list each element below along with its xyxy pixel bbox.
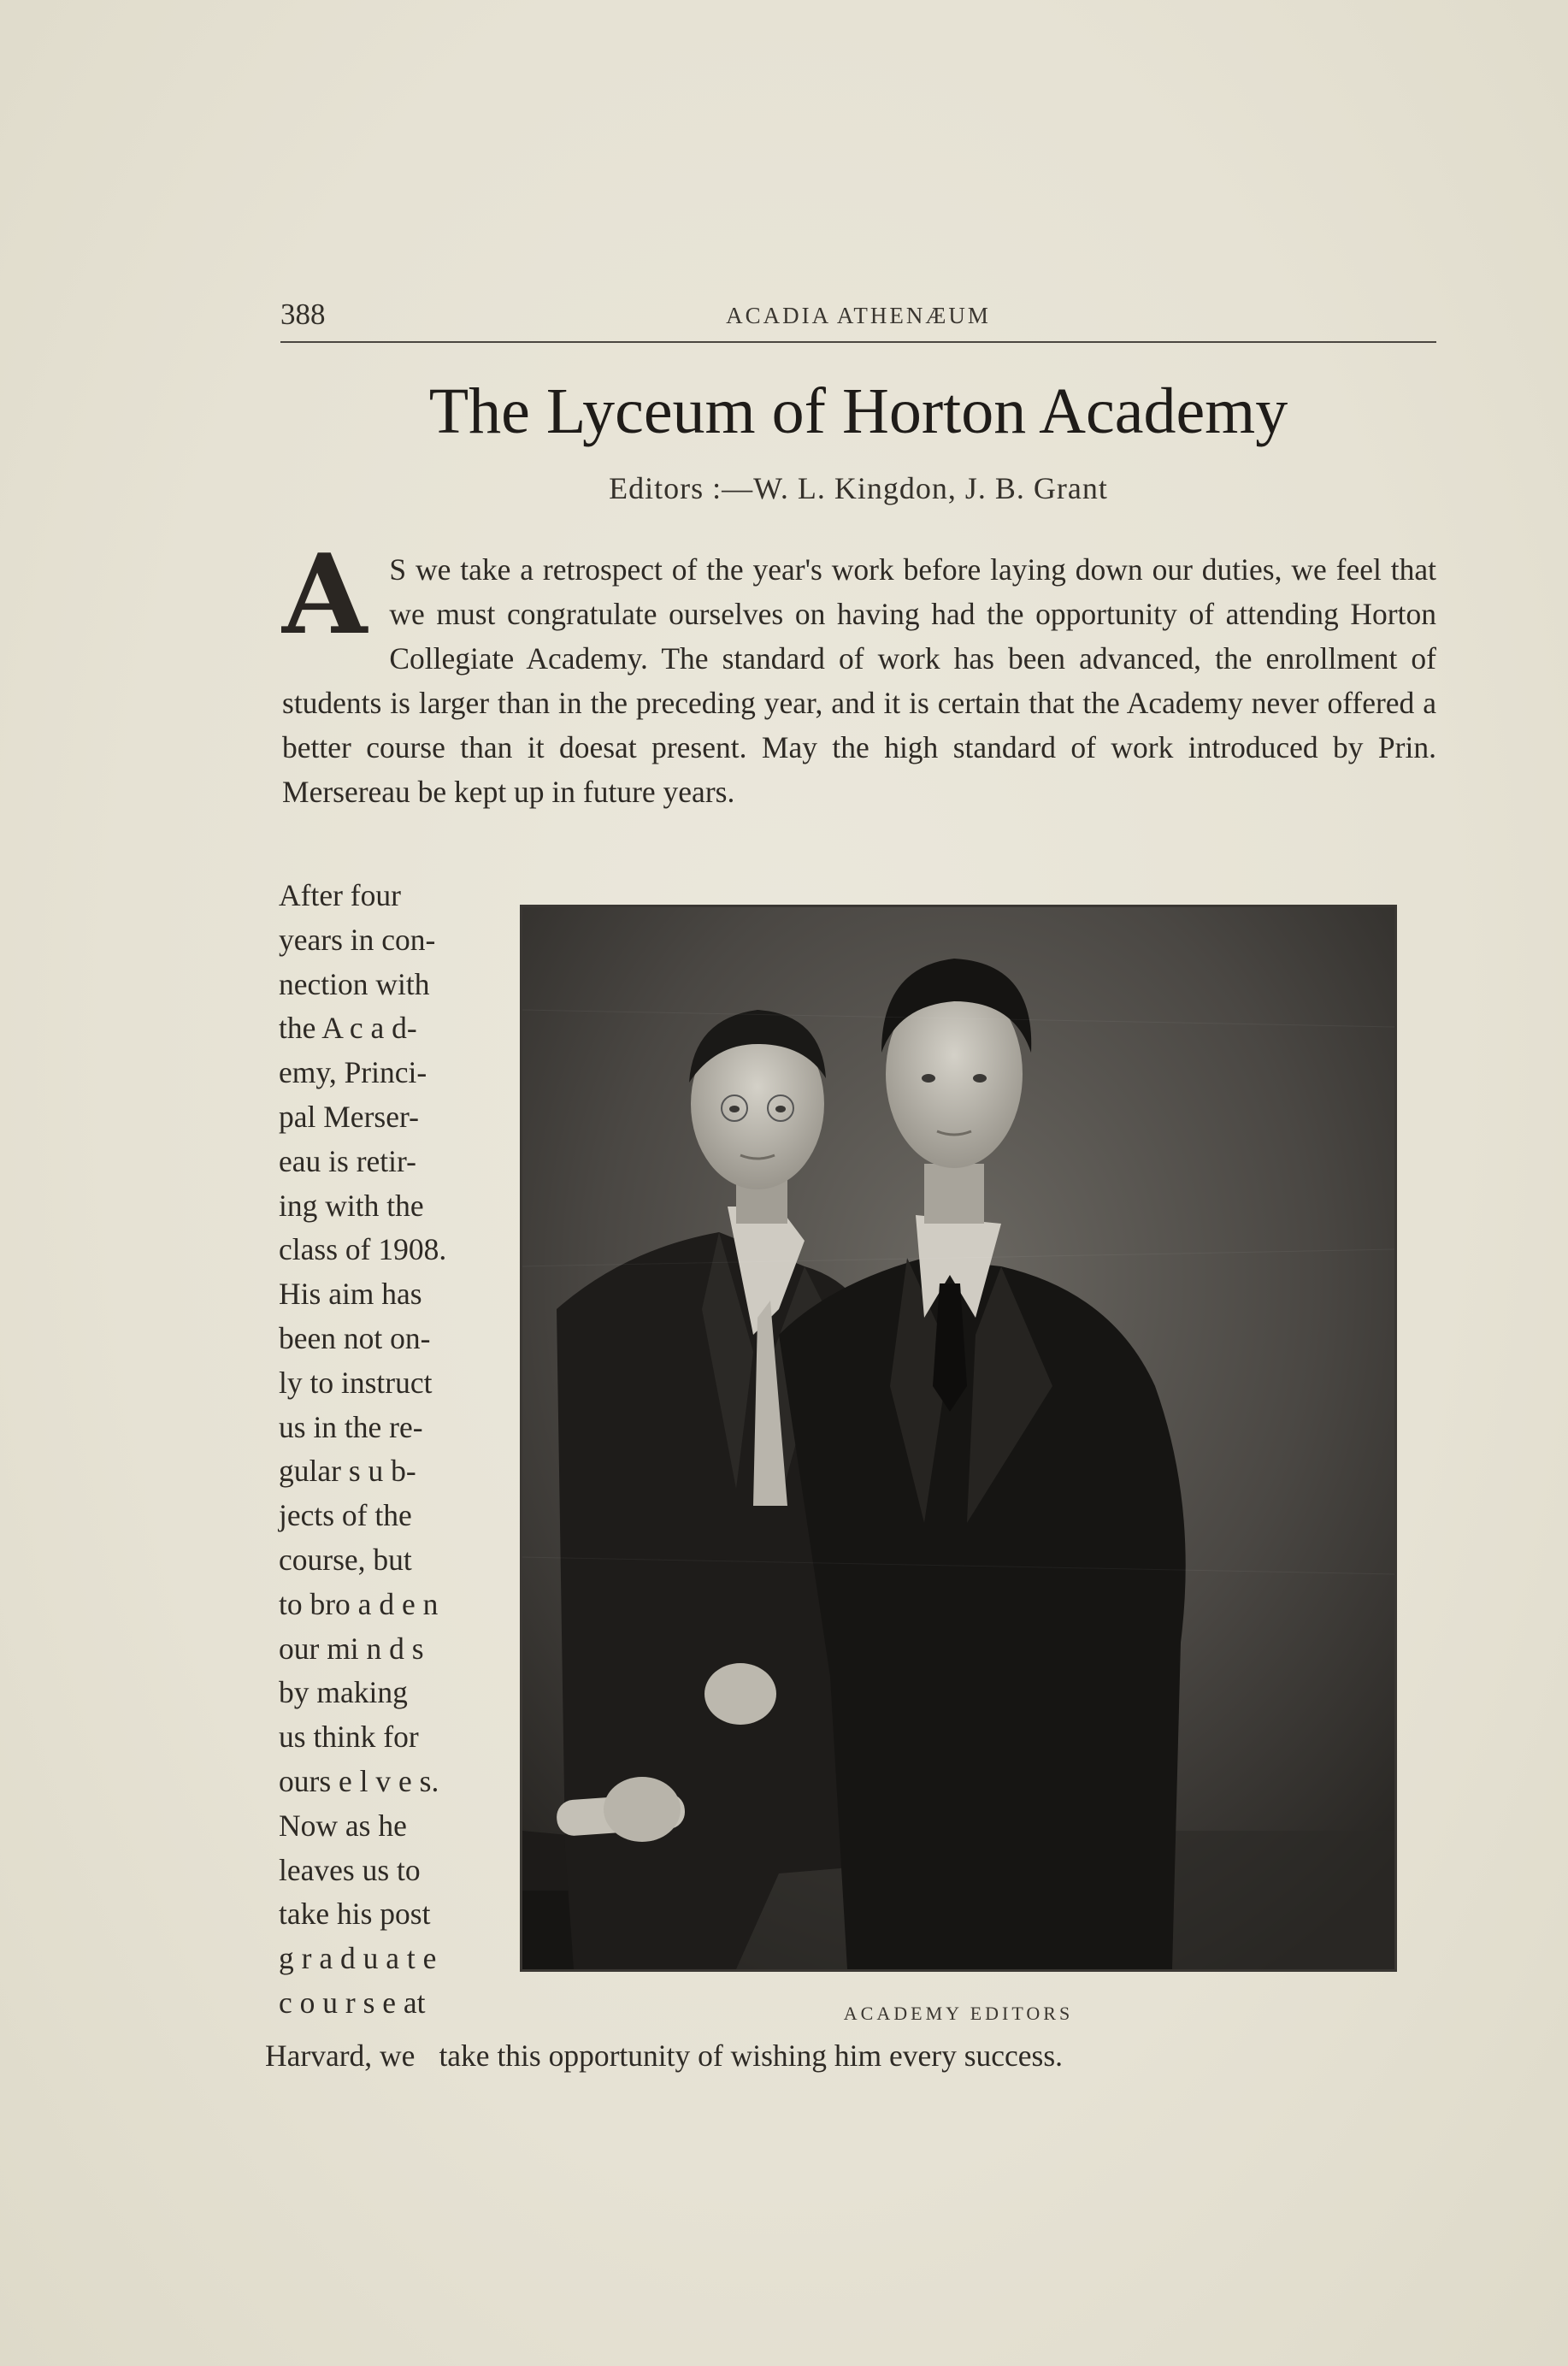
side-line: take his post (279, 1897, 431, 1932)
article-title: The Lyceum of Horton Academy (428, 375, 1288, 447)
journal-title: ACADIA ATHENÆUM (726, 303, 991, 328)
side-line: us in the re- (279, 1409, 423, 1444)
side-line: course, but (279, 1542, 412, 1577)
intro-paragraph (282, 531, 1436, 814)
side-line: g r a d u a t e (279, 1941, 437, 1976)
side-line: by making (279, 1675, 408, 1710)
drop-cap: A (282, 531, 368, 659)
side-line: been not on- (279, 1320, 431, 1355)
side-column-text (279, 874, 484, 2026)
side-line: the A c a d- (279, 1011, 417, 1046)
side-line: our mi n d s (279, 1631, 424, 1666)
side-line: to bro a d e n (279, 1586, 439, 1621)
side-line: emy, Princi- (279, 1055, 427, 1090)
photo-caption: ACADEMY EDITORS (843, 2003, 1074, 2024)
running-head (280, 292, 1436, 344)
side-line: c o u r s e at (279, 1985, 426, 2020)
editors-photograph (520, 905, 1397, 1972)
side-line: class of 1908. (279, 1232, 447, 1267)
page-number: 388 (280, 298, 326, 331)
side-line: us think for (279, 1720, 419, 1755)
closing-line (265, 2033, 1445, 2078)
side-line: After four (279, 878, 401, 912)
header-rule (280, 341, 1436, 343)
side-line: ly to instruct (279, 1365, 433, 1400)
editors-line: Editors :—W. L. Kingdon, J. B. Grant (609, 471, 1108, 505)
side-line: leaves us to (279, 1852, 421, 1887)
side-line: pal Merser- (279, 1099, 419, 1134)
closing-line-left: Harvard, we (265, 2039, 416, 2073)
side-line: jects of the (279, 1498, 412, 1533)
side-line: ing with the (279, 1188, 424, 1223)
intro-text: S we take a retrospect of the year's work before laying down our duties, we feel that we must congratulate ourselves on having had the opportunity of attending Horton Collegiate Academy. The standard of work has been advanced, the enrollment of students is larger than in the preceding year, and it is certain that the Academy never offered a better course than it doesat present. May the high standard of work introduced by Prin. Mersereau be kept up in future years. (282, 552, 1436, 809)
side-line: gular s u b- (279, 1454, 416, 1489)
side-line: Now as he (279, 1808, 407, 1843)
side-line: nection with (279, 966, 430, 1001)
side-line: years in con- (279, 922, 436, 957)
side-line: eau is retir- (279, 1143, 416, 1178)
side-line: ours e l v e s. (279, 1763, 439, 1798)
side-line: His aim has (279, 1277, 422, 1312)
closing-line-right: take this opportunity of wishing him every success. (439, 2039, 1064, 2073)
